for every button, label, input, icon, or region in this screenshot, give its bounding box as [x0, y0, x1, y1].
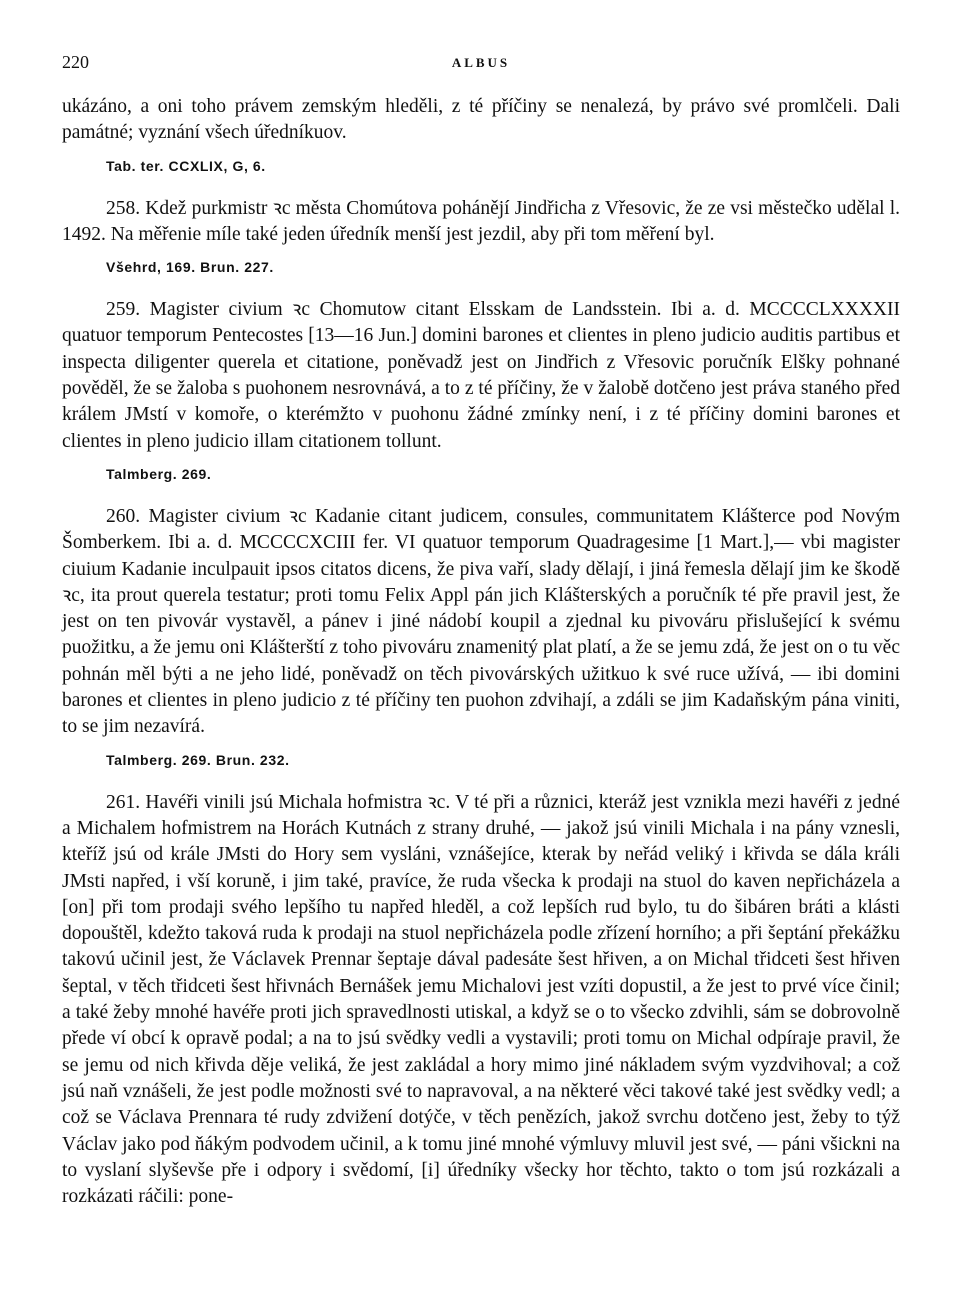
- source-reference: Talmberg. 269. Brun. 232.: [106, 751, 290, 768]
- section-gap: [62, 771, 900, 790]
- source-reference: Všehrd, 169. Brun. 227.: [106, 259, 274, 276]
- paragraph-continuation: ukázáno, a oni toho právem zemským hleděli, z té příčiny se nenalezá, by právo své promlčeli. Dali památné; vyznání všech úředníkuov.: [62, 96, 900, 144]
- document-page: [62, 52, 900, 1210]
- entry-259: 259. Magister civium ꝛc Chomutow citant Elsskam de Landsstein. Ibi a. d. MCCCCLXXXXII quatuor temporum Pentecostes [13—16 Jun.] domini barones et clientes in pleno judicio auditis partibus et inspecta diligenter querela et citatione, poněvadž jest on Jindřich z Vřesovic poručník Elšky pohnané pověděl, že se žaloba s puohonem nesrovnává, a to z té příčiny, že v žalobě dotčeno jest práva staného před králem JMstí v komoře, o kterémžto v puohonu žádné zmínky není, i z té příčiny domini barones et clientes in pleno judicio illam citationem tollunt.: [62, 299, 900, 452]
- source-reference: Tab. ter. CCXLIX, G, 6.: [106, 157, 266, 174]
- entry-260: 260. Magister civium ꝛc Kadanie citant judicem, consules, communitatem Klášterce pod Novým Šomberkem. Ibi a. d. MCCCCXCIII fer. VI quatuor temporum Quadragesime [1 Mart.],— vbi magister ciuium Kadanie inculpauit ipsos citatos dicens, že piva vaří, slady dělají, i jiná řemesla dělají jim ke škodě ꝛc, ita prout querela testatur; proti tomu Felix Appl pán jich Klášterských a poručník té pře pravil jest, že jest on ten pivovár vystavěl, a pánev i jiné nádobí koupil a zjednal ku pivováru přislušející k svému puožitku, a že jemu oni Klášterští z toho pivováru znamenitý plat platí, a že se jemu zdá, že jest on o tu věc pohnán měl býti a ne jeho lidé, poněvadž on těch pivovárských užitkuo k své ruce užívá, — ibi domini barones et clientes in pleno judicio z té příčiny ten puohon zdvihají, a zdáli se jim Kadaňským pána viniti, to se jim nezavírá.: [62, 505, 900, 738]
- source-reference: Talmberg. 269.: [106, 465, 212, 482]
- page-number: 220: [62, 52, 89, 72]
- page-header: [62, 52, 900, 80]
- section-gap: [62, 485, 900, 504]
- section-gap: [62, 177, 900, 196]
- running-title: ALBUS: [451, 55, 511, 70]
- section-gap: [62, 278, 900, 297]
- entry-261: 261. Havéři vinili jsú Michala hofmistra ꝛc. V té při a různici, kteráž jest vznikla mezi havéři z jedné a Michalem hofmistrem na Horách Kutnách z strany druhé, — jakož jsú vinili Michala i na pány vznesli, kteříž jsú od krále JMsti do Hory sem vysláni, vznášejíce, kterak by neřád veliký i křivda se dála králi JMsti napřed, i vší koruně, i jim také, pravíce, že ruda všecka k prodaji na stuol do kaven nepřicházela a [on] při tom prodaji svého lepšího tu napřed hleděl, a což lepších rud bylo, tu do šibáren bráti a klásti dopouštěl, kdežto taková ruda k prodaji na stuol nepřicházela podle zřízení horního; a při šeptání překážku takovú učinil jest, že Václavek Prennar šeptaje dával padesáte šest hřiven, a on Michal třidceti šest hřiven šeptal, v těch třidceti šest hřivnách Bernášek jemu Michalovi jest vzíti dopustil, a že jest to prvé více činil; a také žeby mnohé havéře proti jich spravedlnosti utiskal, a když se o to všecko zdvihli, sám se dobrovolně přede ví obcí k opravě podal; a na to jsú svědky vedli a vystavili; proti tomu on Michal odpíraje pravil, že se jemu od nich křivda děje veliká, že jest zakládal a hory mimo jiné nákladem svým vyzdvihoval; a což jsú naň vznášeli, že jest podle možnosti své to napravoval, a na některé věci takové také jest svědky vedl; a což se Václava Prennara té rudy zdvižení dotýče, v těch penězích, jakož svrchu dotčeno jest, žeby to týž Václav jako pod ňákým podvodem učinil, a k tomu jiné mnohé výmluvy mluvil jest své, — páni všicknі na to vyslaní slyševše pře i odpory i svědomí, [i] úředníky všecky hor těchto, takto o tom jsú rozkázali a rozkázati ráčili: pone-: [62, 791, 900, 1208]
- entry-258: 258. Kdež purkmistr ꝛc města Chomútova pohánějí Jindřicha z Vřesovic, že ze vsi městečko udělal l. 1492. Na měřenie míle také jeden úředník menší jest jezdil, aby při tom měření byl.: [62, 197, 900, 245]
